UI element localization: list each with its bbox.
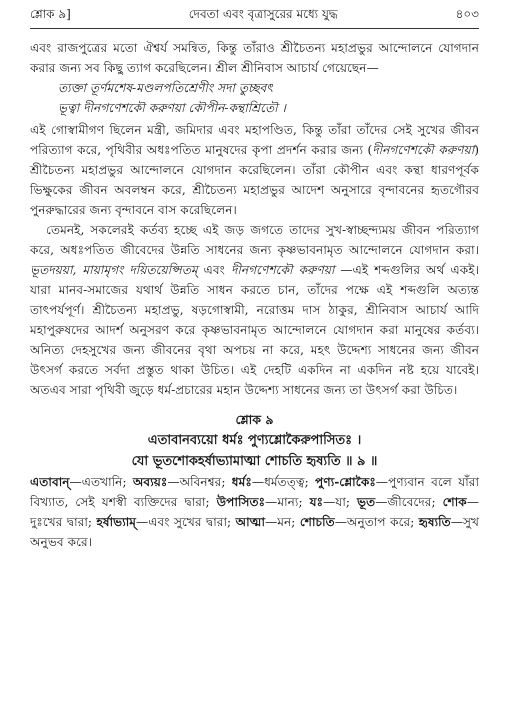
para2-text-3: —এই শব্দগুলির অর্থ একই। যারা মানব-সমাজের যথার্থ উন্নতি সাধন করতে চান, তাঁদের পক্ষে এই শব্দগুলি অত্যন্ত তাৎপর্যপূর্ণ। শ্রীচৈতন্য মহাপ্রভু, ষড়গোস্বামী, নরোত্তম দাস ঠাকুর, শ্রীনিবাস আচার্য আদি মহাপুরুষদের আদর্শ অনুসরণ করে কৃষ্ণভাবনামৃত আন্দোলনে যোগদান করা মানুষের কর্তব্য। অনিত্য দেহসুখের জন্য জীবনের বৃথা অপচয় না করে, মহৎ উদ্দেশ্য সাধনের জন্য জীবন উৎসর্গ করতে সর্বদা প্রস্তুত থাকা উচিত। এই দেহটি একদিন না একদিন নষ্ট হয়ে যাবেই। অতএব সারা পৃথিবী জুড়ে ধর্ম-প্রচারের মহান উদ্দেশ্য সাধনের জন্য তা উৎসর্গ করা উচিত। <box>30 263 479 397</box>
header-page-number: ৪০৩ <box>455 7 479 21</box>
word-synonyms <box>30 472 479 552</box>
synonym-word: হৃষ্যতি <box>418 515 451 529</box>
synonym-meaning: —ধর্মতত্ত্ব; <box>251 475 316 489</box>
verse-heading: শ্লোক ৯ <box>235 412 274 427</box>
synonym-word: ভূত <box>356 495 376 509</box>
synonym-word: ধর্মঃ <box>231 475 252 489</box>
synonym-meaning: —অনুতাপ করে; <box>334 515 419 529</box>
para2-italic-term-2: দীনগণেশকৌ করুণয়া <box>230 263 335 277</box>
para2-text-1: তেমনই, সকলেরই কর্তব্য হচ্ছে এই জড় জগতে তাদের সুখ-স্বাচ্ছন্দ্যময় জীবন পরিত্যাগ করে, অধঃপতিত জীবেদের উন্নতি সাধনের জন্য কৃষ্ণভাবনামৃত আন্দোলনে যোগদান করা। <box>30 223 479 257</box>
synonym-word: পুণ্য-শ্লোকৈঃ <box>315 475 376 489</box>
synonym-word: শোক <box>442 495 467 509</box>
synonym-meaning: —দুঃখের দ্বারা; <box>30 495 480 529</box>
synonym-word: অব্যয়ঃ <box>132 475 168 489</box>
header-divider <box>30 28 479 29</box>
synonym-meaning: —জীবেদের; <box>375 495 443 509</box>
synonym-word: শোচতি <box>299 515 335 529</box>
intro-paragraph: এবং রাজপুত্রের মতো ঐশ্বর্য সমন্বিত, কিন্তু তাঁরাও শ্রীচৈতন্য মহাপ্রভুর আন্দোলনে যোগদান করার জন্য সব কিছু ত্যাগ করেছিলেন। শ্রীল শ্রীনিবাস আচার্য গেয়েছেন— <box>30 41 479 75</box>
synonym-meaning: —সুখ অনুভব করে। <box>30 515 480 549</box>
header-chapter-title: দেবতা এবং বৃত্রাসুরের মধ্যে যুদ্ধ <box>188 7 338 21</box>
purport-paragraph-2 <box>30 220 479 400</box>
synonym-meaning: —মন; <box>265 515 300 529</box>
synonym-meaning: —এতখানি; <box>69 475 133 489</box>
para2-italic-term-1: ভূতদয়য়া, মায়ামৃগং দয়িতয়েপ্সিতম্ <box>30 263 198 277</box>
synonym-meaning: —যা; <box>323 495 357 509</box>
synonym-meaning: —মান্য; <box>265 495 310 509</box>
synonym-meaning: —পুণ্যবান বলে যাঁরা বিখ্যাত, সেই যশস্বী ব্যক্তিদের দ্বারা; <box>30 475 479 509</box>
sanskrit-quote <box>58 78 479 118</box>
quote-line-2: ভূত্বা দীনগণেশকৌ করুণয়া কৌপীন-কন্থাশ্রিতৌ । <box>58 101 286 115</box>
synonym-meaning: —অবিনশ্বর; <box>167 475 232 489</box>
header-verse-ref: শ্লোক ৯] <box>30 7 71 21</box>
synonym-word: হর্ষাভ্যাম্ <box>96 515 137 529</box>
quote-line-1: ত্যক্তা তূর্ণমশেষ-মণ্ডলপতিশ্রেণীং সদা তুচ্ছবৎ <box>58 81 273 95</box>
verse-block <box>30 410 479 472</box>
running-header <box>30 6 479 26</box>
page-body <box>30 38 479 552</box>
verse-line-2: যো ভূতশোকহর্ষাভ্যামাত্মা শোচতি হৃষ্যতি ॥ ৯ ॥ <box>131 454 378 469</box>
synonym-word: এতাবান্ <box>30 475 70 489</box>
para1-text-2: ) শ্রীচৈতন্য মহাপ্রভুর আন্দোলনে যোগদান করেছিলেন। তাঁরা কৌপীন এবং কন্থা ধারণপূর্বক ভিক্ষুকের জীবন অবলম্বন করে, শ্রীচৈতন্য মহাপ্রভুর আদেশ অনুসারে বৃন্দাবনের হৃতগৌরব পুনরুদ্ধারের জন্য বৃন্দাবনে বাস করেছিলেন। <box>30 143 479 217</box>
synonym-word: আত্মা <box>235 515 266 529</box>
synonym-meaning: —এবং সুখের দ্বারা; <box>136 515 236 529</box>
para2-text-2: এবং <box>197 263 231 277</box>
purport-paragraph-1 <box>30 120 479 220</box>
verse-line-1: এতাবানব্যয়ো ধর্মঃ পুণ্যশ্লোকৈরুপাসিতঃ । <box>147 433 362 448</box>
para1-text-1: এই গোস্বামীগণ ছিলেন মন্ত্রী, জমিদার এবং মহাপণ্ডিত, কিন্তু তাঁরা তাঁদের সেই সুখের জীবন পরিত্যাগ করে, পৃথিবীর অধঃপতিত মানুষদের কৃপা প্রদর্শন করার জন্য ( <box>30 123 479 157</box>
para1-italic-term: দীনগণেশকৌ করুণয়া <box>372 143 475 157</box>
synonym-word: উপাসিতঃ <box>216 495 266 509</box>
synonym-word: যঃ <box>309 495 324 509</box>
